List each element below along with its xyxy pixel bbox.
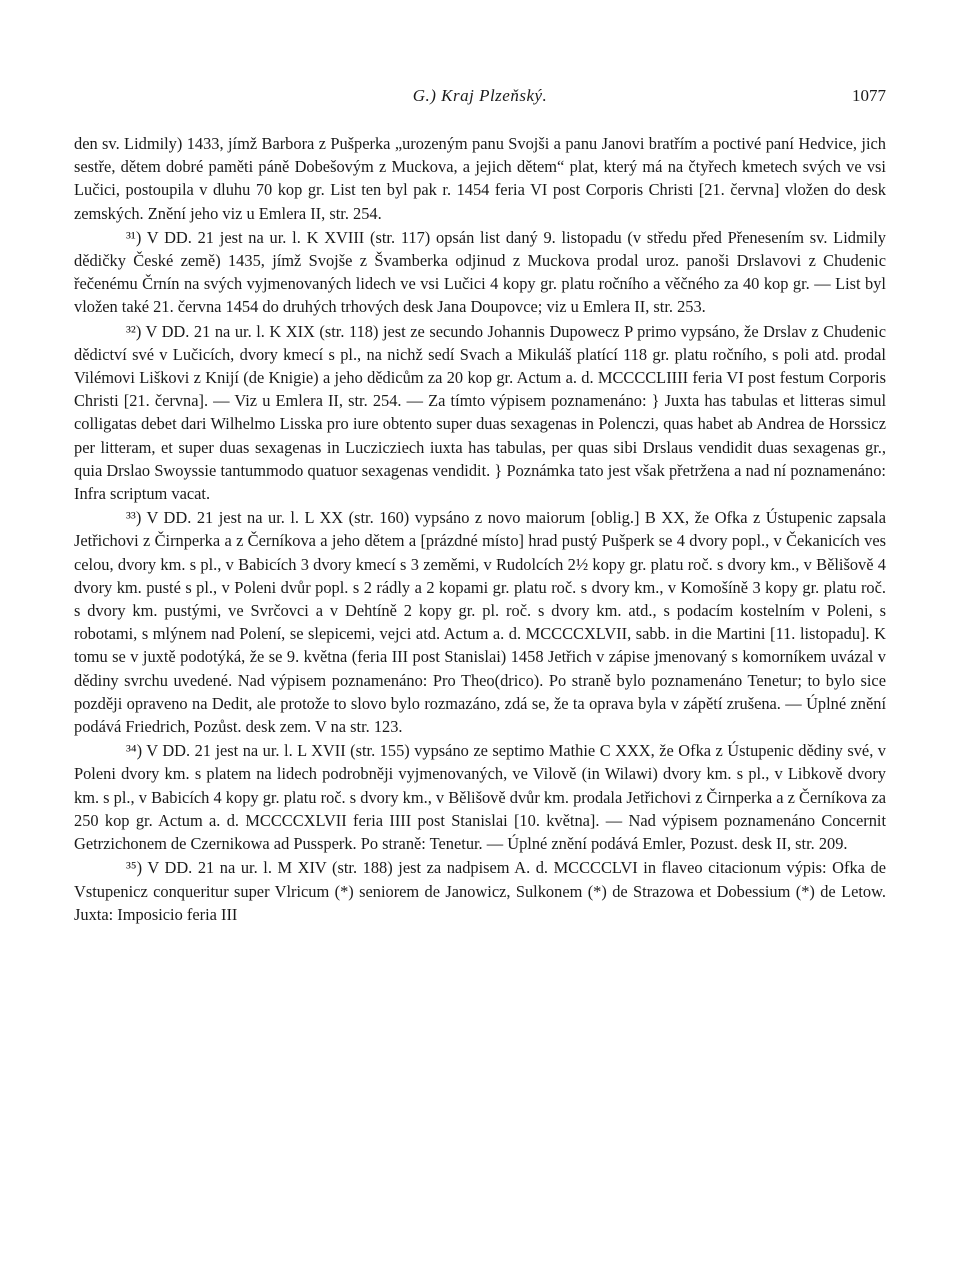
- footnote-35: ³⁵) V DD. 21 na ur. l. M XIV (str. 188) jest za nadpisem A. d. MCCCCLVI in flaveo citacionum výpis: Ofka de Vstupenicz conqueritur super Vlricum (*) seniorem de Janowicz, Sulkonem (*) de Strazowa et Dobessium (*) de Letow. Juxta: Imposicio feria III: [74, 858, 886, 924]
- footnote-32: ³²) V DD. 21 na ur. l. K XIX (str. 118) jest ze secundo Johannis Dupowecz P primo vypsáno, že Drslav z Chudenic dědictví své v Lučicích, dvory kmecí s pl., na nichž sedí Svach a Mikuláš platící 118 gr. platu ročního, s poli atd. prodal Vilémovi Liškovi z Knijí (de Knigie) a jeho dědicům za 20 kop gr. Actum a. d. MCCCCLIIII feria VI post festum Corporis Christi [21. června]. — Viz u Emlera II, str. 254. — Za tímto výpisem poznamenáno: } Juxta has tabulas et litteras simul colligatas debet dari Wilhelmo Lisska pro iure obtento super duas sexagenas in Polenczi, quas habet ab Andrea de Horssicz per litteram, et super duas sexagenas in Luczicziech iuxta has tabulas, per quas sibi Drslaus vendidit duas sexagenas gr., quia Drslao Swoyssie tantummodo quatuor sexagenas vendidit. } Poznámka tato jest však přetržena a nad ní poznamenáno: Infra scriptum vacat.: [74, 321, 886, 504]
- page-number: 1077: [852, 86, 886, 105]
- running-title: G.) Kraj Plzeňský.: [412, 86, 548, 105]
- footnote-34: ³⁴) V DD. 21 jest na ur. l. L XVII (str. 155) vypsáno ze septimo Mathie C XXX, že Ofka z Ústupenic dědiny své, v Poleni dvory km. s platem na lidech podrobněji vyjmenovaných, ve Vilově (in Wilawi) dvory km. s pl., v Libkově dvory km. s pl., v Babicích 4 kopy gr. platu roč. s dvory km., v Bělišově dvůr km. prodala Jetřichovi z Čirnperka a z Černíkova za 250 kop gr. Actum a. d. MCCCCXLVII feria IIII post Stanislai [10. května]. — Nad výpisem poznamenáno Concernit Getrzichonem de Czernikowa ad Pussperk. Po straně: Tenetur. — Úplné znění podává Emler, Pozust. desk II, str. 209.: [74, 741, 886, 854]
- footnote-31: ³¹) V DD. 21 jest na ur. l. K XVIII (str. 117) opsán list daný 9. listopadu (v středu před Přenesením sv. Lidmily dědičky České země) 1435, jímž Svojše z Švamberka odjinud z Muckova prodal uroz. panoši Drslavovi z Chudenic řečenému Črnín na svých vyjmenovaných lidech ve vsi Lučici 4 kopy gr. platu ročního a věčného za 40 kop gr. — List byl vložen také 21. června 1454 do druhých trhových desk Jana Doupovce; viz u Emlera II, str. 253.: [74, 227, 886, 317]
- page-header: [74, 86, 886, 114]
- paragraph-continuation: den sv. Lidmily) 1433, jímž Barbora z Pušperka „urozeným panu Svojši a panu Janovi bratřím a poctivé paní Hedvice, jich sestře, dětem dobré paměti páně Dobešovým z Muckova, a jejich dětem“ plat, který má na čtyřech kmetech svých ve vsi Lučici, postoupila v dluhu 70 kop gr. List ten byl pak r. 1454 feria VI post Corporis Christi [21. června] vložen do desk zemských. Znění jeho viz u Emlera II, str. 254.: [74, 134, 886, 223]
- footnote-33: ³³) V DD. 21 jest na ur. l. L XX (str. 160) vypsáno z novo maiorum [oblig.] B XX, že Ofka z Ústupenic zapsala Jetřichovi z Čirnperka a z Černíkova a jeho dětem a [prázdné místo] hrad pustý Pušperk se 4 dvory popl., v Čekanicích ves celou, dvory km. s pl., v Babicích 3 dvory kmecí s 3 zeměmi, v Rudolcích 2½ kopy gr. platu roč. s dvory km., v Bělišově 4 dvory km. pusté s pl., v Poleni dvůr popl. s 2 rádly a 2 kopami gr. platu roč. s dvory km., v Komošíně 3 kopy gr. platu roč. s dvory km. pustými, ve Svrčovci a v Dehtíně 2 kopy gr. pl. roč. s dvory km. atd., s podacím kostelním v Poleni, s robotami, s mlýnem nad Polení, se slepicemi, vejci atd. Actum a. d. MCCCCXLVII, sabb. in die Martini [11. listopadu]. K tomu se v juxtě podotýká, že se 9. května (feria III post Stanislai) 1458 Jetřich v zápise jmenovaný s komorníkem uvázal v dědiny svrchu uvedené. Nad výpisem poznamenáno: Pro Theo(drico). Po straně bylo poznamenáno Tenetur; to bylo sice později opraveno na Dedit, ale protože to slovo bylo rozmazáno, zdá se, že ta oprava byla v zápětí zrušena. — Úplné znění podává Friedrich, Pozůst. desk zem. V na str. 123.: [74, 508, 886, 737]
- document-page: [74, 86, 886, 926]
